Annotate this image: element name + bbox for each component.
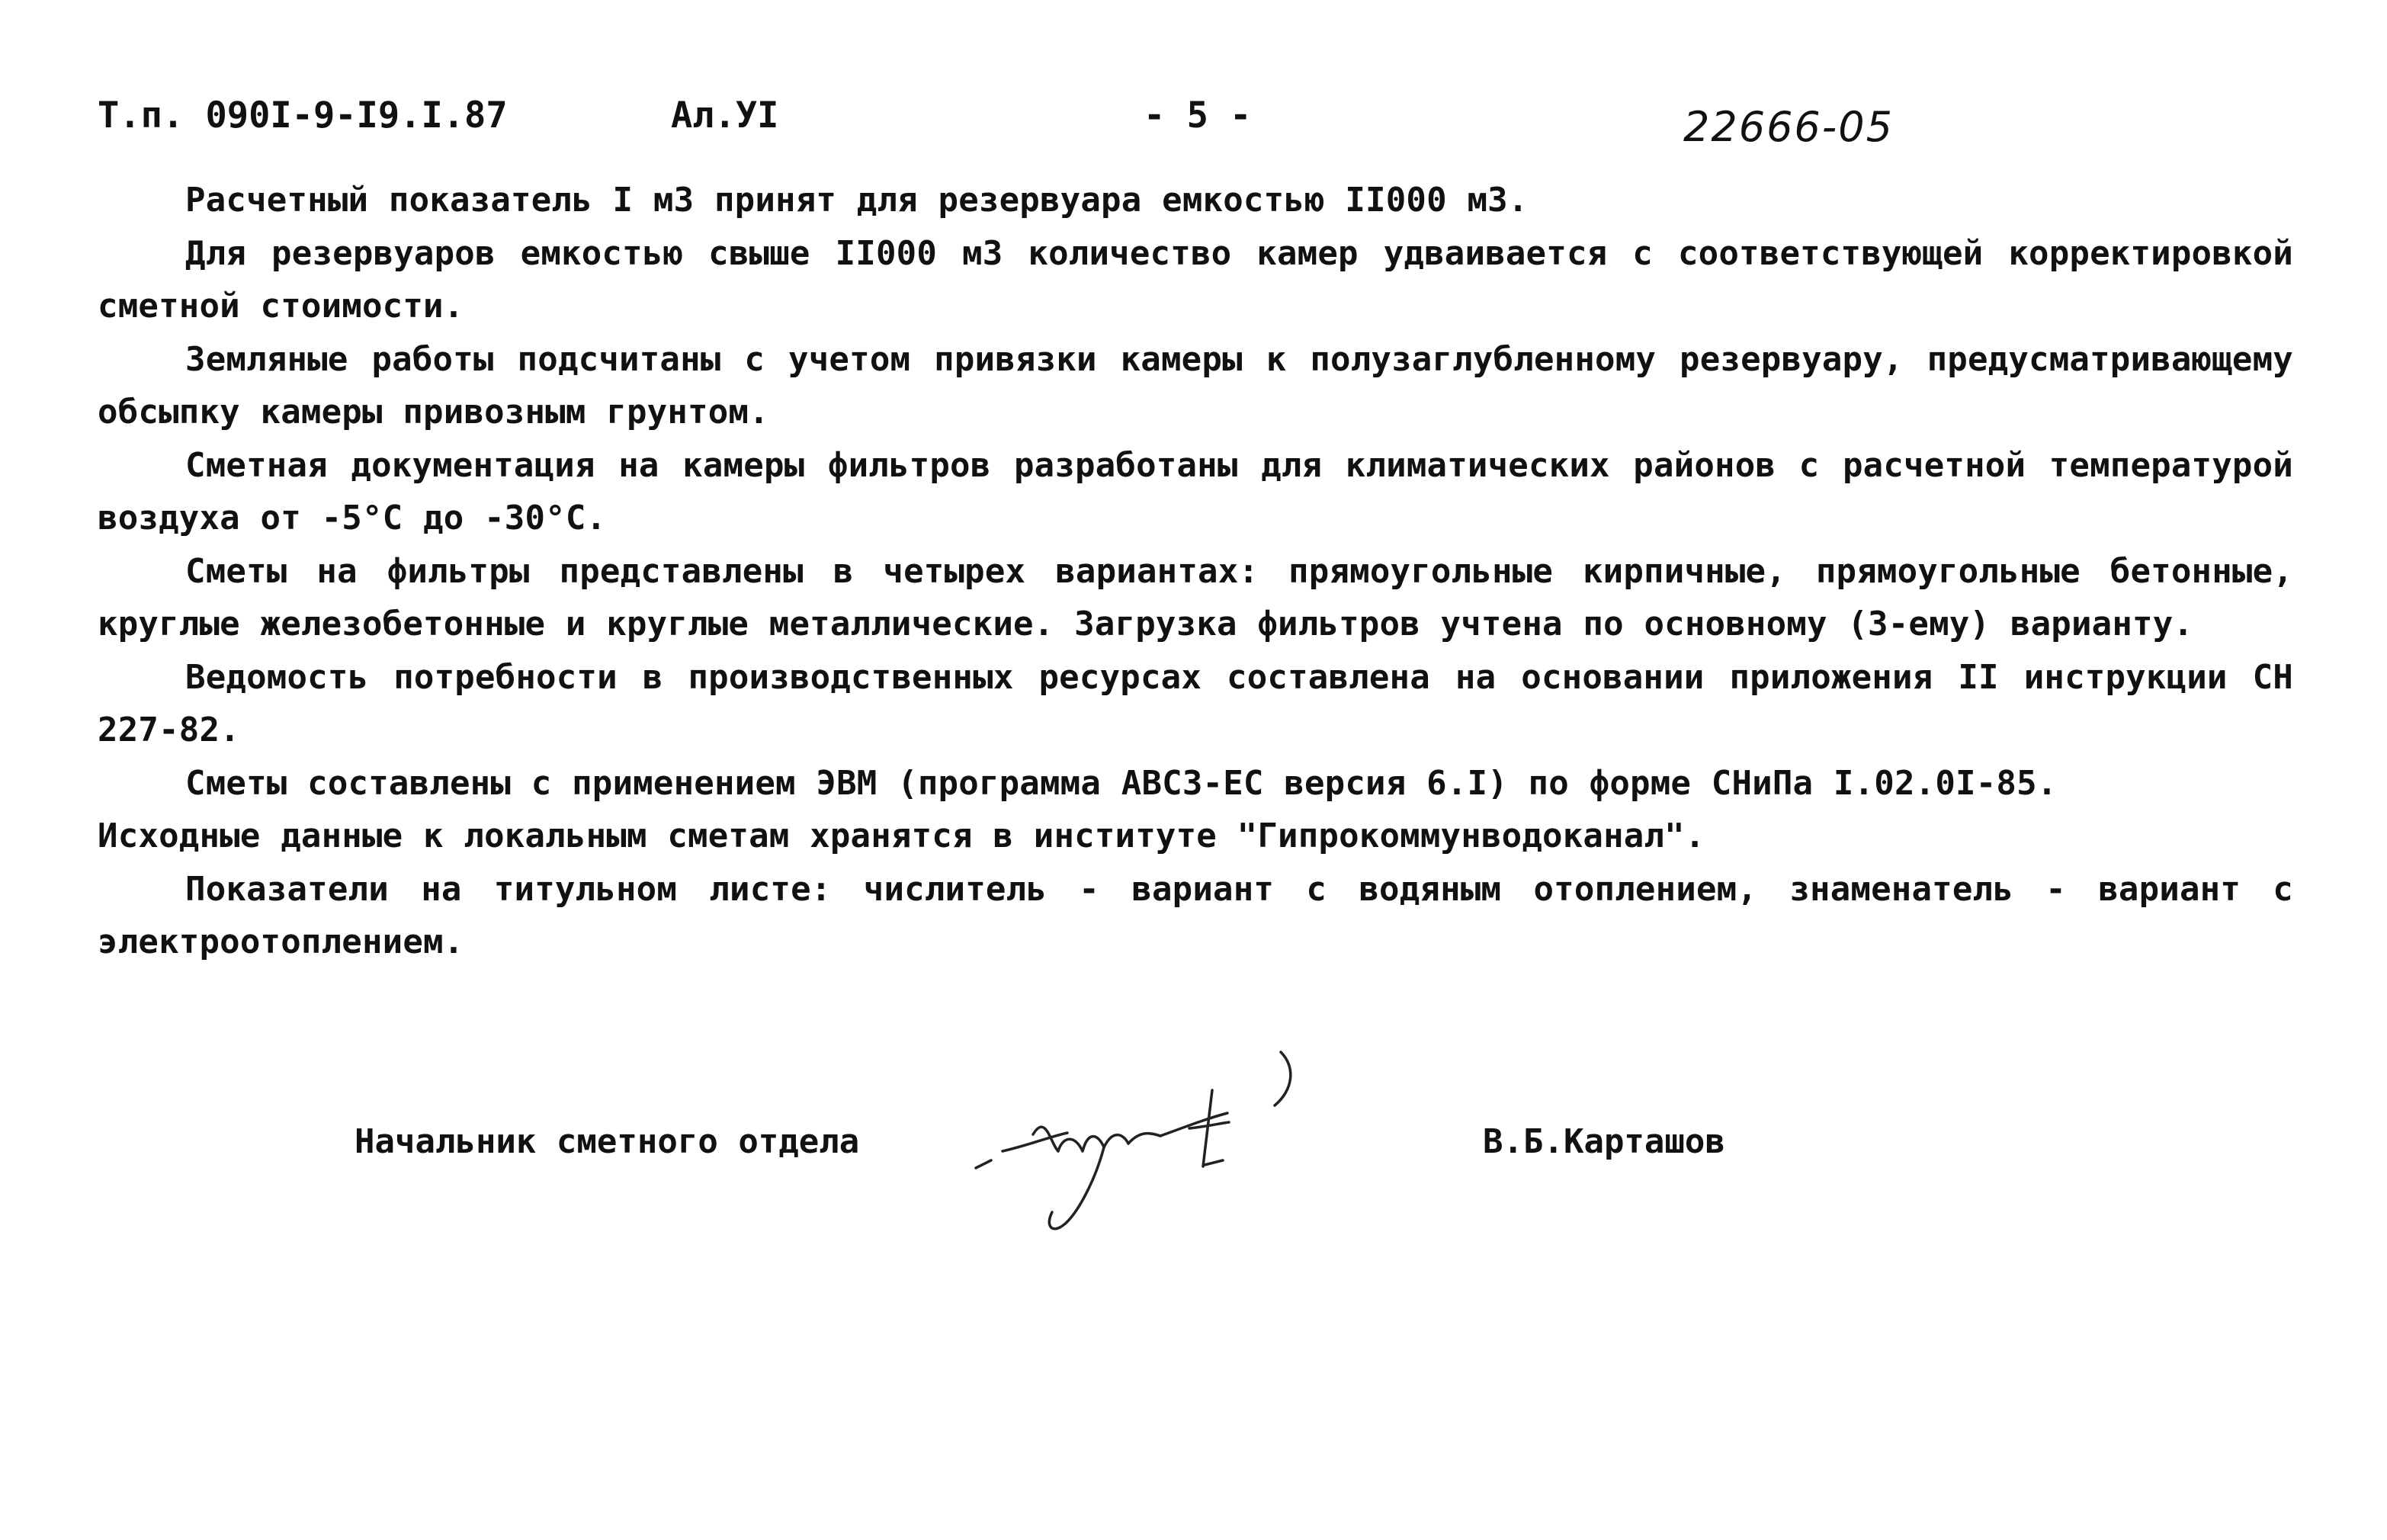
paragraph-computer: Сметы составлены с применением ЭВМ (программа АВСЗ-ЕС версия 6.I) по форме СНиПа I.02.0I-85. [185,763,2058,803]
paragraph-resources: Ведомость потребности в производственных ресурсах составлена на основании приложения II инструкции СН 227-82. [98,657,2293,749]
header-document-number: 22666-05 [1683,103,1894,151]
signatory-name: В.Б.Карташов [1483,1122,1725,1161]
paragraph-reservoirs: Для резервуаров емкостью свыше II000 м3 количество камер удваивается с соответствующей корректировкой сметной стоимости. [98,233,2293,326]
signature-title: Начальник сметного отдела [355,1122,860,1161]
paragraph-source-data: Исходные данные к локальным сметам хранятся в институте "Гипрокоммунводоканал". [98,817,1705,855]
header-project-code: Т.п. 090I-9-I9.I.87 [98,95,508,136]
header-sheet-label: Ал.УI [671,95,779,136]
document-body [98,174,2293,969]
header-page-number: - 5 - [1144,95,1252,136]
paragraph-filter-variants: Сметы на фильтры представлены в четырех вариантах: прямоугольные кирпичные, прямоугольные бетонные, круглые железобетонные и круглые металлические. Загрузка фильтров учтена по основному (3-ему) варианту. [98,551,2293,643]
paragraph-calc-indicator: Расчетный показатель I м3 принят для резервуара емкостью II000 м3. [185,181,1529,220]
paragraph-climate: Сметная документация на камеры фильтров разработаны для климатических районов с расчетной температурой воздуха от -5°С до -30°С. [98,445,2293,537]
paragraph-title-indicators: Показатели на титульном листе: числитель - вариант с водяным отоплением, знаменатель - вариант с электроотоплением. [98,869,2293,961]
paragraph-earthworks: Земляные работы подсчитаны с учетом привязки камеры к полузаглубленному резервуару, предусматривающему обсыпку камеры привозным грунтом. [98,339,2293,432]
handwritten-signature [961,1037,1327,1243]
